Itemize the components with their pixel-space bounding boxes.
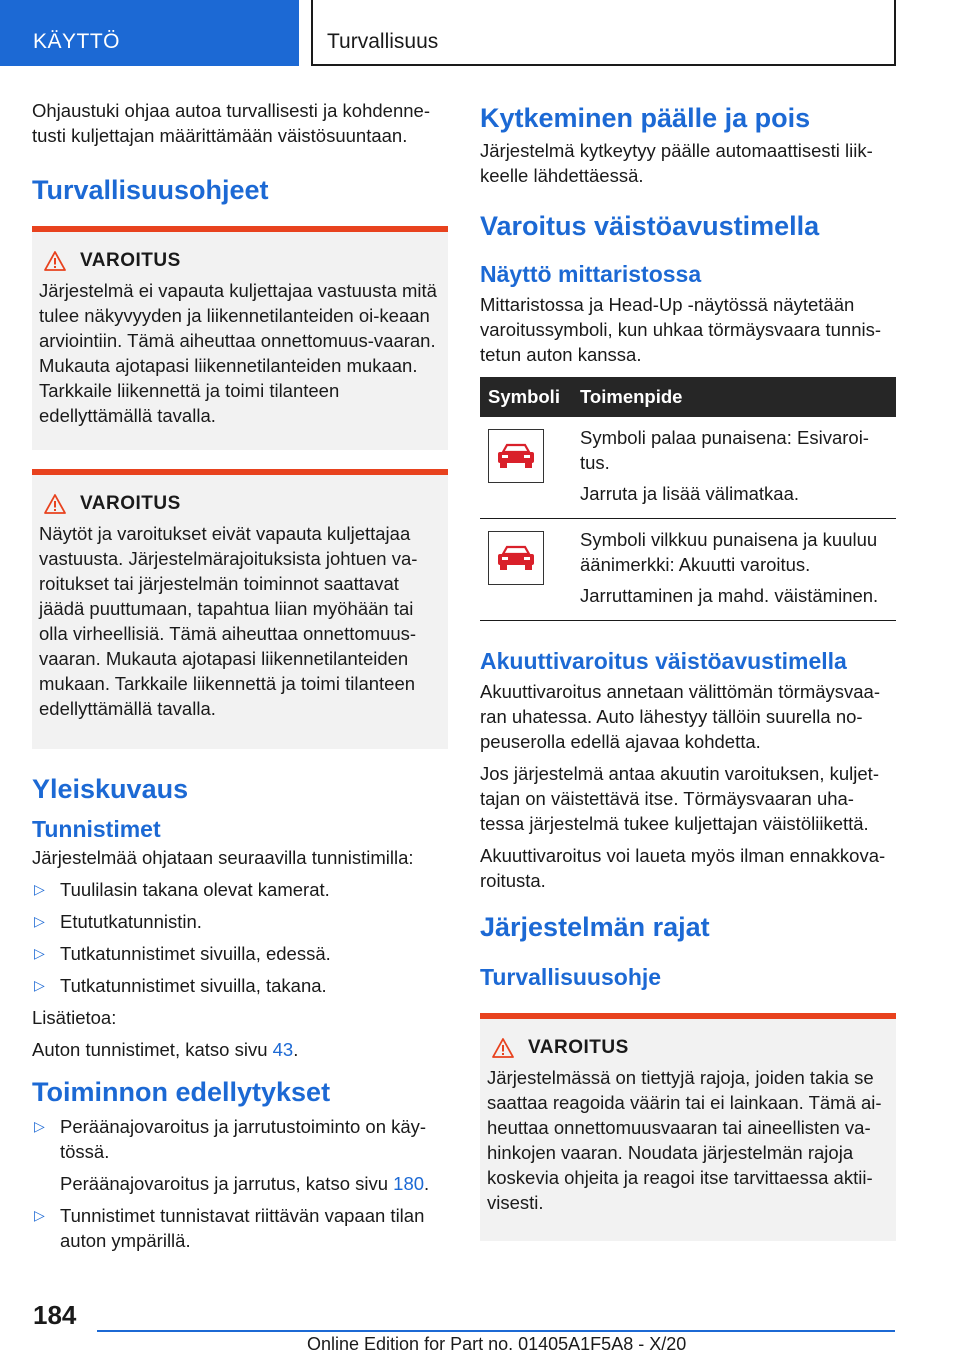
- list-item: [32, 1114, 448, 1196]
- warning-box: [32, 469, 448, 749]
- overview-heading: Yleiskuvaus: [32, 774, 189, 804]
- list-item-text: Etututkatunnistin.: [60, 911, 202, 932]
- list-item-text: Tutkatunnistimet sivuilla, takana.: [60, 975, 327, 996]
- list-item-text: Tutkatunnistimet sivuilla, edessä.: [60, 943, 331, 964]
- bullet-triangle-icon: ▷: [34, 1207, 45, 1223]
- warning-title: [39, 493, 440, 515]
- punctuation: .: [293, 1039, 299, 1060]
- bullet-triangle-icon: ▷: [34, 977, 45, 993]
- more-info-paragraph: [32, 1037, 448, 1062]
- page-link[interactable]: 180: [393, 1173, 425, 1194]
- list-item: [32, 909, 448, 934]
- display-text: Mittaristossa ja Head-Up -näytössä näytetään varoitussymboli, kun uhkaa törmäysvaara tunnis-tetun auton kanssa.: [480, 294, 882, 365]
- warning-box: [32, 226, 448, 450]
- symbol-cell: [480, 417, 570, 519]
- footer-edition: Online Edition for Part no. 01405A1F5A8 - X/20: [307, 1334, 687, 1354]
- table-row: [480, 417, 896, 519]
- table-row: [480, 519, 896, 621]
- list-item: [32, 973, 448, 998]
- more-info-label: Lisätietoa:: [32, 1007, 117, 1028]
- safety-heading: Turvallisuusohjeet: [32, 175, 269, 205]
- warning-triangle-icon: [44, 251, 66, 271]
- more-info-text: Auton tunnistimet, katso sivu: [32, 1039, 273, 1060]
- table-header-row: [480, 377, 896, 417]
- intro-paragraph: Ohjaustuki ohjaa autoa turvallisesti ja kohdenne-tusti kuljettajan määrittämään väistösuuntaan.: [32, 100, 430, 146]
- limits-heading: Järjestelmän rajat: [480, 912, 710, 942]
- bullet-triangle-icon: ▷: [34, 881, 45, 897]
- list-item: [32, 941, 448, 966]
- section-header: [311, 0, 896, 66]
- acute-heading: Akuuttivaroitus väistöavustimella: [480, 648, 847, 674]
- action-text: Symboli vilkkuu punaisena ja kuuluu äänimerkki: Akuutti varoitus.: [580, 529, 878, 575]
- sensors-heading: Tunnistimet: [32, 816, 161, 842]
- warning-label: VAROITUS: [80, 493, 181, 514]
- reference-text: Peräänajovaroitus ja jarrutus, katso sivu: [60, 1173, 394, 1194]
- action-text: Symboli palaa punaisena: Esivaroi-tus.: [580, 427, 869, 473]
- footer-divider: [97, 1330, 895, 1332]
- column-header-action: Toimenpide: [570, 377, 896, 417]
- section-title: Turvallisuus: [327, 30, 439, 53]
- right-column: [480, 102, 896, 1241]
- warning-title: [487, 1037, 888, 1059]
- warning-box: [480, 1013, 896, 1241]
- list-item: [32, 877, 448, 902]
- warning-triangle-icon: [44, 494, 66, 514]
- onoff-heading: Kytkeminen päälle ja pois: [480, 103, 811, 133]
- bullet-triangle-icon: ▷: [34, 1118, 45, 1134]
- chapter-tab: [0, 0, 299, 66]
- acute-paragraph: Jos järjestelmä antaa akuutin varoituksen, kuljet-tajan on väistettävä itse. Törmäysvaaran uha-tessa järjestelmä tukee kuljettajan väistöliikettä.: [480, 763, 879, 834]
- list-item-reference: [60, 1171, 448, 1196]
- warning-label: VAROITUS: [80, 250, 181, 271]
- warning-triangle-icon: [492, 1038, 514, 1058]
- acute-paragraph: Akuuttivaroitus annetaan välittömän törmäysvaa-ran uhatessa. Auto lähestyy tällöin suurella no-peuserolla edellä ajavaa kohdetta.: [480, 681, 881, 752]
- warning-label: VAROITUS: [528, 1037, 629, 1058]
- action-text: Jarruta ja lisää välimatkaa.: [580, 483, 800, 504]
- warning-text: Järjestelmä ei vapauta kuljettajaa vastuusta mitä tulee näkyvyyden ja liikennetilanteiden oi-keaan arviointiin. Tämä aiheuttaa onnettomuus-vaaran. Mukauta ajotapasi liikennetilanteiden mukaan. Tarkkaile liikennettä ja toimi tilanteen edellyttämällä tavalla.: [39, 280, 437, 426]
- page-number: 184: [33, 1300, 77, 1330]
- left-column: [32, 98, 448, 1260]
- warning-text: Näytöt ja varoitukset eivät vapauta kuljettajaa vastuusta. Järjestelmärajoituksista johtuen va-roitukset tai järjestelmän toiminnot saattavat jäädä puuttumaan, tapahtua liian myöhään tai olla virheellisiä. Tämä aiheuttaa onnettomuus-vaaran. Mukauta ajotapasi liikennetilanteiden mukaan. Tarkkaile liikennettä ja toimi tilanteen edellyttämällä tavalla.: [39, 523, 418, 719]
- action-cell: [570, 519, 896, 621]
- symbol-cell: [480, 519, 570, 621]
- acute-paragraph: Akuuttivaroitus voi laueta myös ilman ennakkova-roitusta.: [480, 845, 886, 891]
- warn-assist-heading: Varoitus väistöavustimella: [480, 211, 820, 241]
- action-cell: [570, 417, 896, 519]
- onoff-text: Järjestelmä kytkeytyy päälle automaattisesti liik-keelle lähdettäessä.: [480, 140, 873, 186]
- conditions-heading: Toiminnon edellytykset: [32, 1077, 331, 1107]
- bullet-triangle-icon: ▷: [34, 913, 45, 929]
- punctuation: .: [424, 1173, 430, 1194]
- warning-title: [39, 250, 440, 272]
- car-warning-icon: [488, 531, 544, 585]
- warning-text: Järjestelmässä on tiettyjä rajoja, joiden takia se saattaa reagoida väärin tai ei lainkaan. Tämä ai-heuttaa onnettomuusvaaran tai aineellisten va-hinkojen vaaran. Noudata järjestelmän rajoja koskevia ohjeita ja reagoi itse tarvittaessa aktii-visesti.: [487, 1067, 882, 1213]
- list-item-text: Tunnistimet tunnistavat riittävän vapaan tilan auton ympärillä.: [60, 1205, 425, 1251]
- car-warning-icon: [488, 429, 544, 483]
- list-item-text: Peräänajovaroitus ja jarrutustoiminto on käy-tössä.: [60, 1116, 427, 1162]
- list-item-text: Tuulilasin takana olevat kamerat.: [60, 879, 330, 900]
- sensors-intro: Järjestelmää ohjataan seuraavilla tunnistimilla:: [32, 847, 414, 868]
- display-heading: Näyttö mittaristossa: [480, 261, 702, 287]
- page-link[interactable]: 43: [272, 1039, 294, 1060]
- symbol-table: [480, 377, 896, 621]
- action-text: Jarruttaminen ja mahd. väistäminen.: [580, 585, 879, 606]
- column-header-symbol: Symboli: [480, 377, 570, 417]
- bullet-triangle-icon: ▷: [34, 945, 45, 961]
- limits-subheading: Turvallisuusohje: [480, 964, 662, 990]
- chapter-label: KÄYTTÖ: [33, 30, 121, 53]
- list-item: [32, 1203, 448, 1253]
